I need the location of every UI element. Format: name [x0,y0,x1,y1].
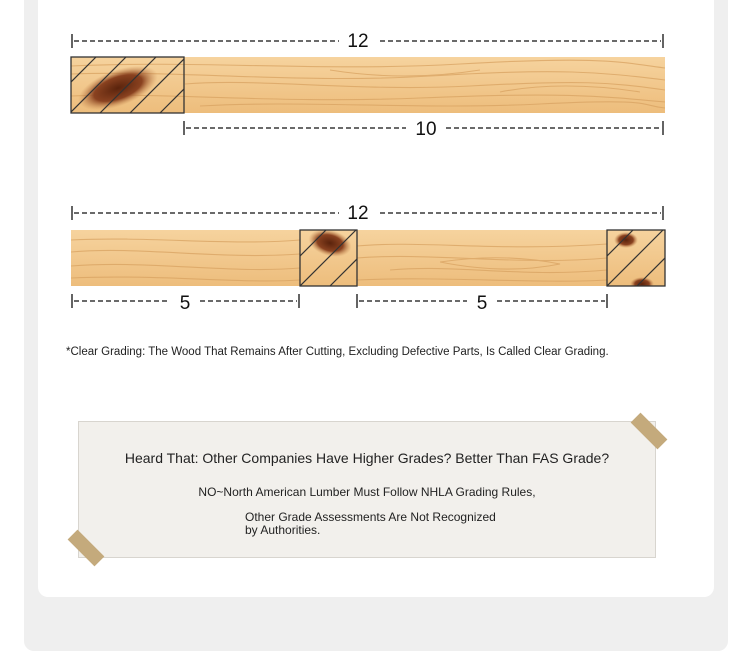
note-heading: Heard That: Other Companies Have Higher Grades? Better Than FAS Grade? [124,450,610,466]
lumber-board-1 [71,57,665,120]
note-line-2 [245,511,496,537]
total-length-label-1: 12 [347,31,369,52]
note-line-2b: by Authorities. [245,523,321,537]
lumber-board-2 [71,225,665,291]
note-line-1: NO~North American Lumber Must Follow NHLA Grading Rules, [198,485,536,499]
note-line-2a: Other Grade Assessments Are Not Recognized [245,510,496,524]
clear-grading-footnote: *Clear Grading: The Wood That Remains After Cutting, Excluding Defective Parts, Is Called Clear Grading. [66,346,609,358]
segment-b-label: 5 [476,293,488,314]
usable-length-label-1: 10 [415,119,437,140]
grading-note-card [78,421,656,558]
segment-a-label: 5 [179,293,191,314]
total-length-label-2: 12 [347,203,369,224]
